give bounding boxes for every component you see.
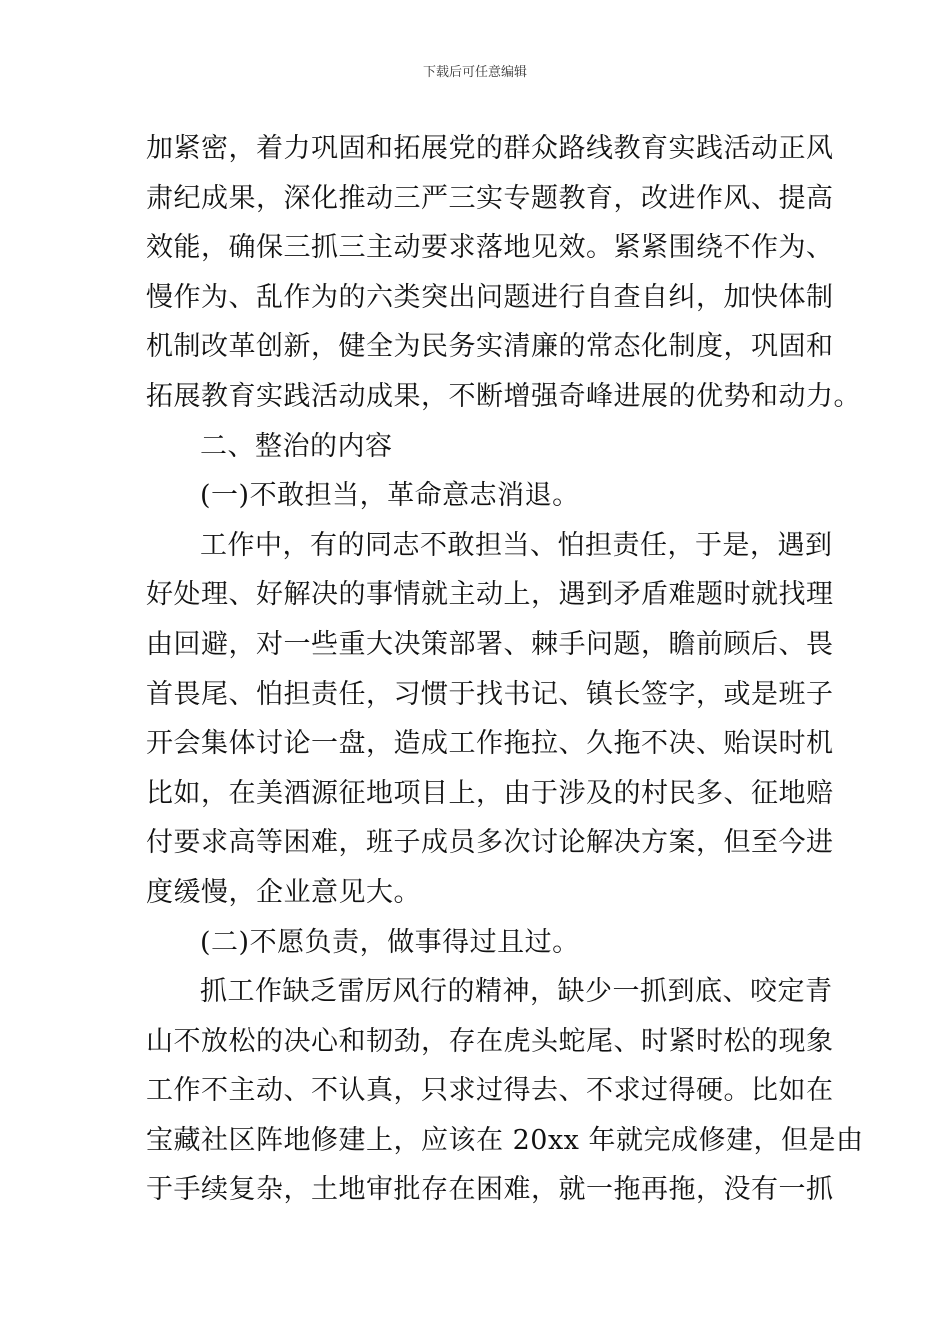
text-line: 二、整治的内容 — [200, 430, 393, 462]
text-line: 于手续复杂，土地审批存在困难，就一拖再拖，没有一抓 — [146, 1174, 834, 1206]
text-line: (一)不敢担当，革命意志消退。 — [200, 480, 580, 512]
text-line: 度缓慢，企业意见大。 — [146, 876, 421, 908]
text-line: (二)不愿负责，做事得过且过。 — [200, 926, 580, 958]
text-line: 付要求高等困难，班子成员多次讨论解决方案，但至今进 — [146, 827, 834, 859]
text-line: 机制改革创新，健全为民务实清廉的常态化制度，巩固和 — [146, 331, 834, 363]
text-line: 好处理、好解决的事情就主动上，遇到矛盾难题时就找理 — [146, 579, 834, 611]
text-line: 加紧密，着力巩固和拓展党的群众路线教育实践活动正风 — [146, 133, 834, 164]
text-line: 工作中，有的同志不敢担当、怕担责任，于是，遇到 — [200, 529, 833, 561]
text-line: 开会集体讨论一盘，造成工作拖拉、久拖不决、贻误时机 — [146, 728, 834, 760]
text-line: 抓工作缺乏雷厉风行的精神，缺少一抓到底、咬定青 — [200, 976, 833, 1008]
document-body — [146, 124, 864, 1215]
text-line: 山不放松的决心和韧劲，存在虎头蛇尾、时紧时松的现象 — [146, 1025, 834, 1057]
text-line: 肃纪成果，深化推动三严三实专题教育，改进作风、提高 — [146, 182, 834, 214]
text-line: 首畏尾、怕担责任，习惯于找书记、镇长签字，或是班子 — [146, 678, 834, 710]
page-header: 下载后可任意编辑 — [422, 65, 527, 80]
text-line: 慢作为、乱作为的六类突出问题进行自查自纠，加快体制 — [146, 281, 834, 313]
text-line: 效能，确保三抓三主动要求落地见效。紧紧围绕不作为、 — [146, 232, 834, 264]
text-line: 拓展教育实践活动成果，不断增强奇峰进展的优势和动力。 — [146, 380, 861, 412]
text-line: 比如，在美酒源征地项目上，由于涉及的村民多、征地赔 — [146, 777, 834, 809]
text-line: 由回避，对一些重大决策部署、棘手问题，瞻前顾后、畏 — [146, 628, 834, 660]
text-line: 工作不主动、不认真，只求过得去、不求过得硬。比如在 — [146, 1075, 834, 1107]
text-line: 宝藏社区阵地修建上，应该在 20xx 年就完成修建，但是由 — [146, 1124, 864, 1156]
